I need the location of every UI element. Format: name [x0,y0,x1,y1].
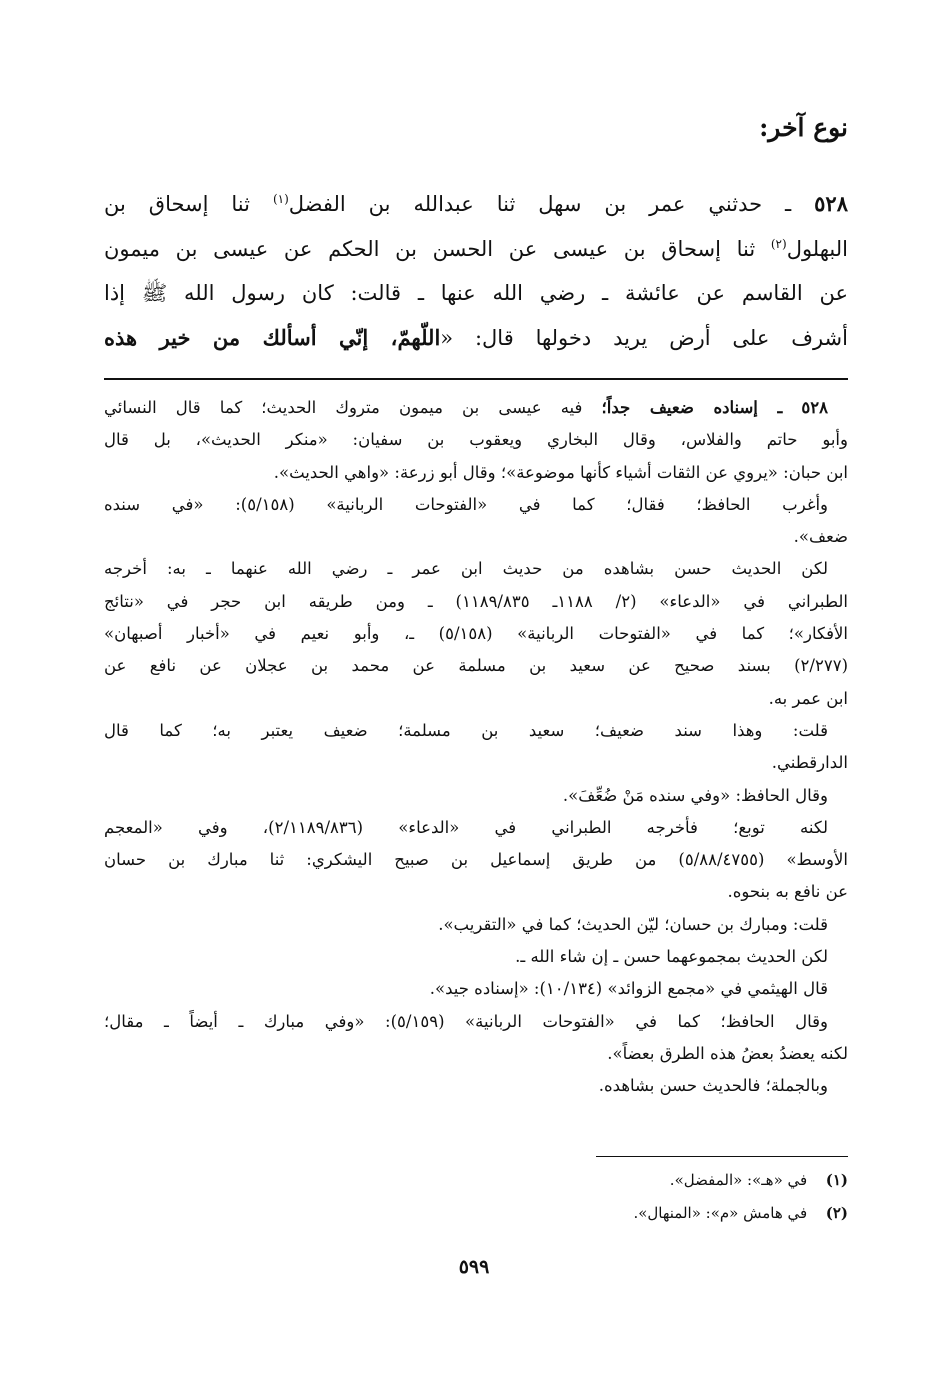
commentary-line: وقال الحافظ؛ كما في «الفتوحات الربانية» (٥/١٥٩): «وفي مبارك ـ أيضاً ـ مقال؛ [104,1011,828,1031]
hadith-line-2-post: ثنا إسحاق بن عيسى عن الحسن بن الحكم عن عيسى بن ميمون [104,236,771,261]
commentary-line: ابن حبان: «يروي عن الثقات أشياء كأنها موضوعة»؛ وقال أبو زرعة: «واهي الحديث». [273,462,848,482]
commentary-line [104,392,848,424]
footnote-2 [104,1197,848,1230]
commentary-line: وقال الحافظ: «وفي سنده مَنْ ضُعِّفَ». [562,785,828,805]
commentary-line: وأغرب الحافظ؛ فقال؛ كما في «الفتوحات الربانية» (٥/١٥٨): «في سنده [104,494,828,514]
footnote-1 [104,1164,848,1197]
commentary-lines [104,424,848,1102]
commentary-line: (٢/٢٧٧) بسند صحيح عن سعيد بن مسلمة عن محمد بن عجلان عن نافع عن [104,656,848,676]
commentary-line: قلت: وهذا سند ضعيف؛ سعيد بن مسلمة؛ ضعيف يعتبر به؛ كما قال [104,720,828,740]
commentary-intro-text: فيه عيسى بن ميمون متروك الحديث؛ كما قال النسائي [104,398,602,417]
commentary-number: ٥٢٨ [801,398,828,417]
hadith-line-2-pre: البهلول [786,236,848,261]
hadith-line-3: عن القاسم عن عائشة ـ رضي الله عنها ـ قالت: كان رسول الله ﷺ إذا [104,281,848,305]
footnote-ref-2[interactable]: (٢) [770,236,787,251]
footnote-1-text: في «هـ»: «المفضل». [669,1171,808,1189]
hadith-text [104,182,848,360]
commentary-line: الطبراني في «الدعاء» (٢/ ١١٨٨ـ ١١٨٩/٨٣٥) ـ ومن طريقه ابن حجر في «نتائج [104,591,848,611]
footnote-ref-1[interactable]: (١) [272,192,289,206]
footnote-2-text: في هامش «م»: «المنهال». [633,1204,808,1222]
commentary-line: ابن عمر به. [768,688,848,708]
commentary-line: عن نافع به بنحوه. [727,882,848,902]
hadith-line-1-pre: ـ حدثني عمر بن سهل ثنا عبدالله بن الفضل [288,192,792,216]
hadith-line-1-post: ثنا إسحاق بن [104,192,273,216]
commentary-line: ضعف». [793,527,848,547]
commentary-verdict: ـ إسناده ضعيف جداً؛ [601,398,783,417]
commentary-line: لكن الحديث حسن بشاهده من حديث ابن عمر ـ رضي الله عنهما ـ به: أخرجه [104,559,828,579]
hadith-line-1 [104,182,848,227]
hadith-line-2 [104,227,848,272]
commentary-line: لكنه يعضدُ بعضُ هذه الطرق بعضاً». [607,1043,848,1063]
footnote-separator-rule [596,1156,848,1157]
footnotes [104,1164,848,1230]
commentary-line: وأبو حاتم والفلاس، وقال البخاري ويعقوب بن سفيان: «منكر الحديث»، بل قال [104,430,848,450]
section-heading: نوع آخر: [759,113,848,142]
page-number: ٥٩٩ [458,1256,490,1278]
commentary-line: الأفكار»؛ كما في «الفتوحات الربانية» (٥/١٥٨) ـ، وأبو نعيم في «أخبار أصبهان» [104,624,848,644]
commentary-line: قال الهيثمي في «مجمع الزوائد» (١٠/١٣٤): «إسناده جيد». [429,979,828,999]
supplication-phrase: اللّهمّ، إنّي أسألك من خير هذه [104,324,441,350]
footnote-1-number: (١) [825,1171,848,1189]
commentary-block [104,392,848,1103]
commentary-line: لكنه توبع؛ فأخرجه الطبراني في «الدعاء» (٢/١١٨٩/٨٣٦)، وفي «المعجم [104,817,828,837]
commentary-line: الأوسط» (٥/٨٨/٤٧٥٥) من طريق إسماعيل بن صبيح اليشكري: ثنا مبارك بن حسان [104,850,848,870]
text-separator-rule [104,378,848,380]
hadith-line-4 [104,316,848,361]
commentary-line: قلت: ومبارك بن حسان؛ ليّن الحديث؛ كما في «التقريب». [438,914,828,934]
commentary-line: الدارقطني. [771,753,848,773]
hadith-number: ٥٢٨ [814,191,848,216]
commentary-line: لكن الحديث بمجموعهما حسن ـ إن شاء الله ـ. [515,947,828,967]
footnote-2-number: (٢) [825,1204,848,1222]
hadith-line-4-text: أشرف على أرض يريد دخولها قال: « [440,325,848,350]
commentary-line: وبالجملة؛ فالحديث حسن بشاهده. [598,1076,828,1096]
